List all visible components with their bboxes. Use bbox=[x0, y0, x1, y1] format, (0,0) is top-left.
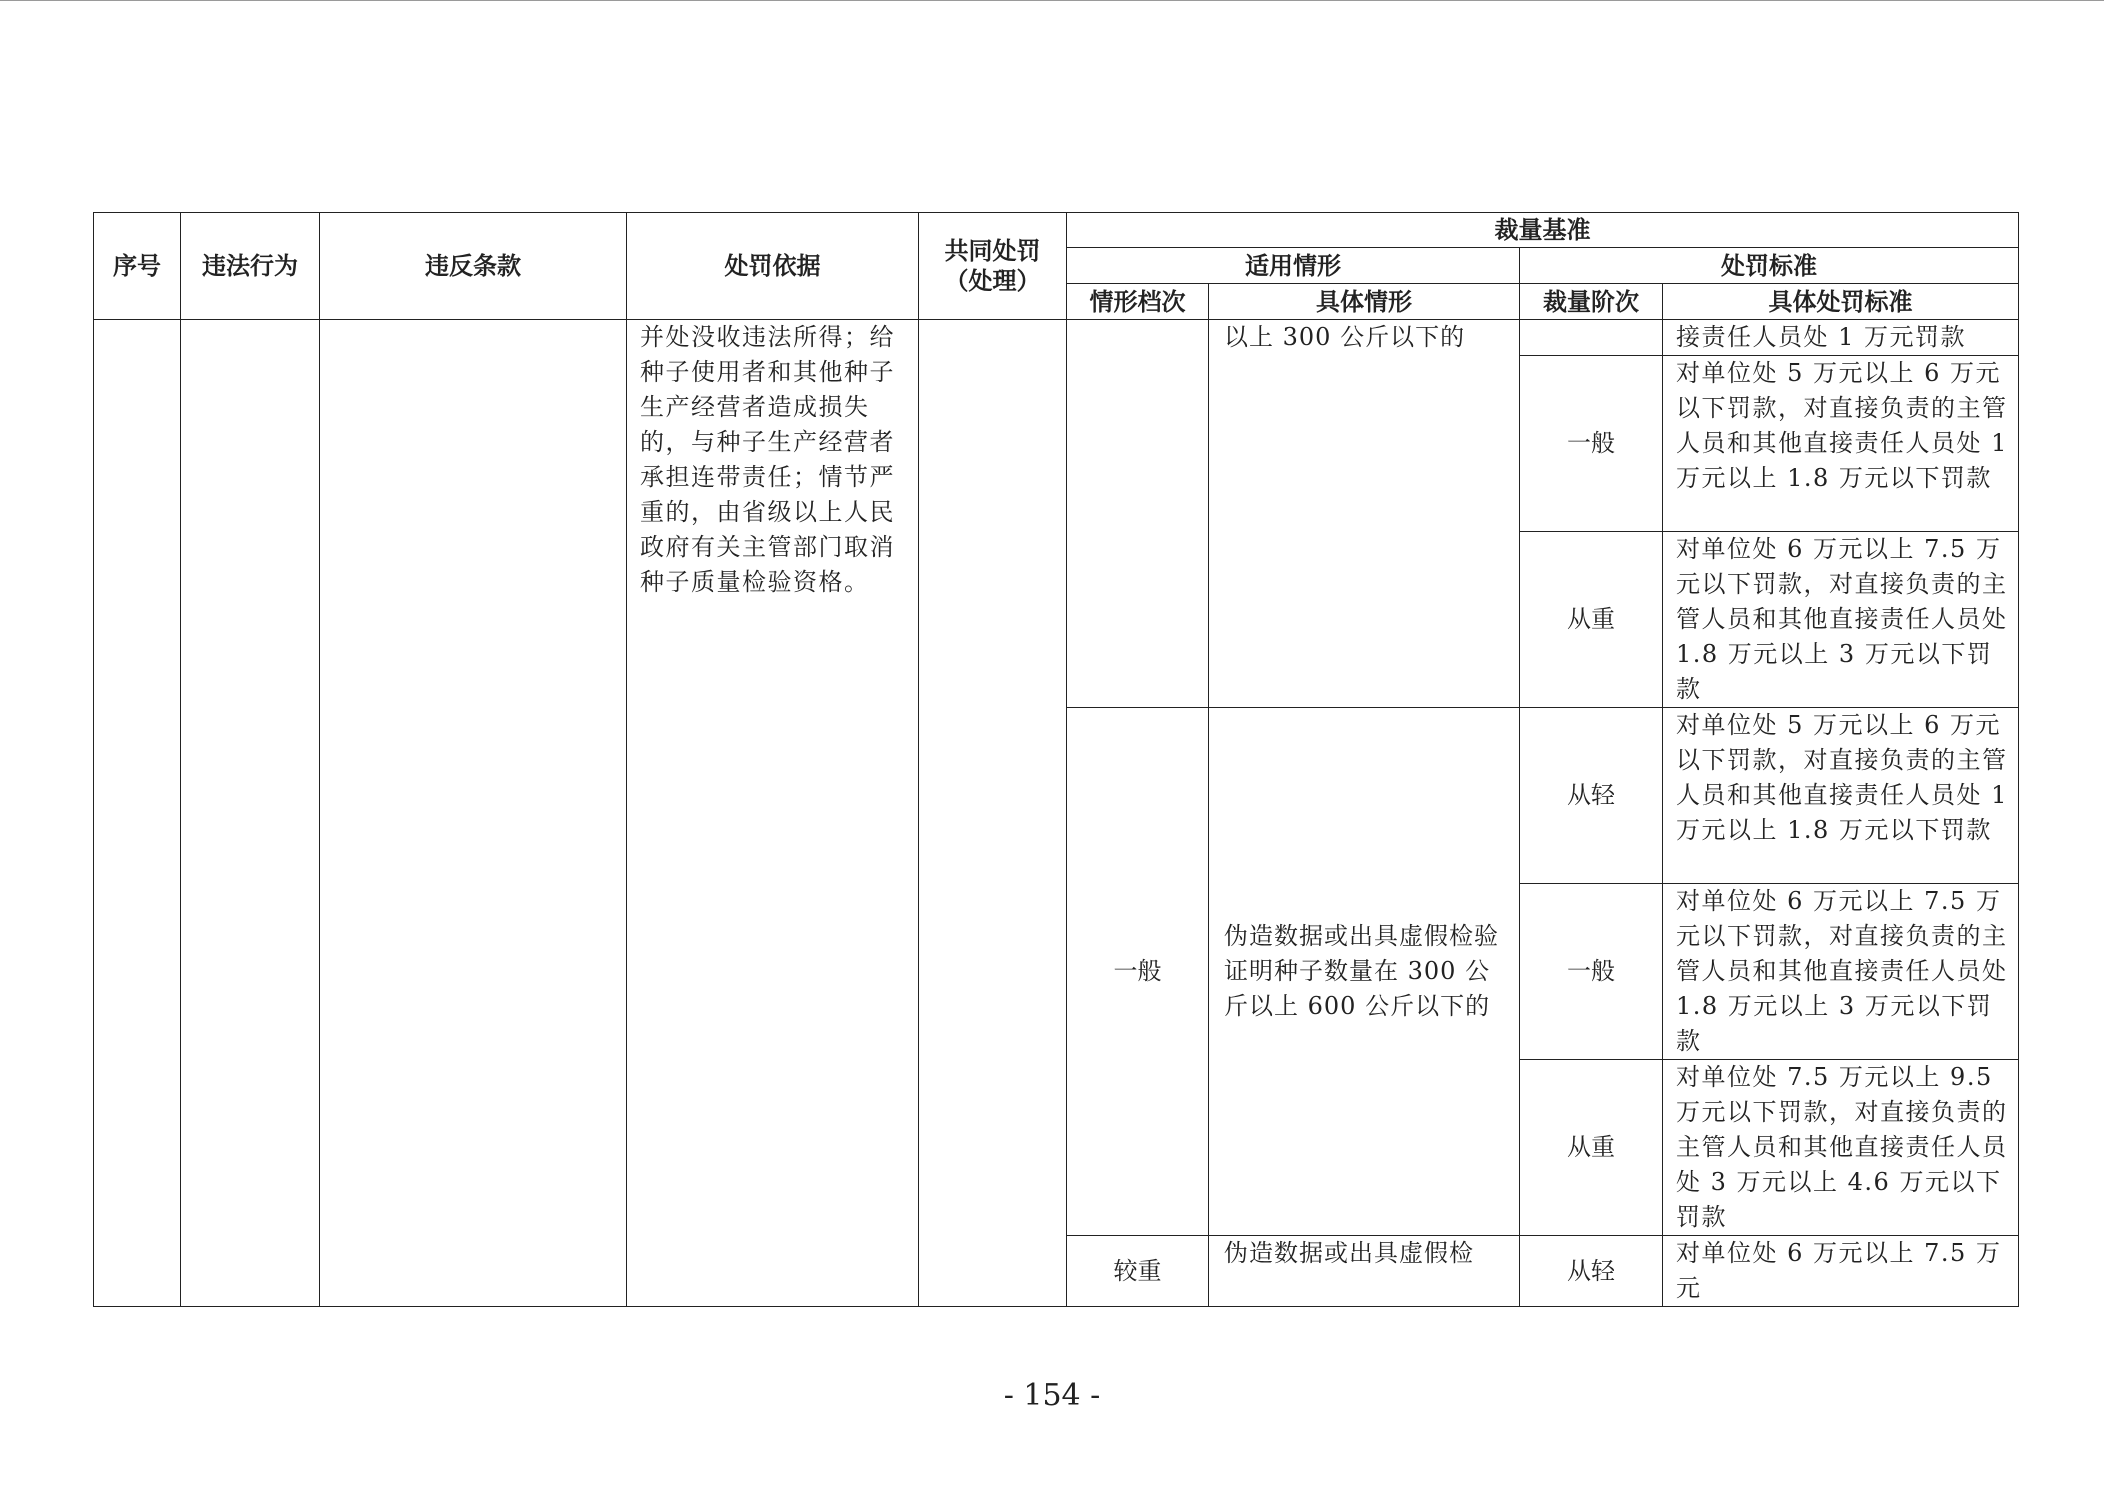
penalty-discretion-table bbox=[93, 212, 2019, 1307]
header-joint bbox=[919, 213, 1067, 320]
header-basis: 处罚依据 bbox=[627, 213, 919, 320]
header-clause: 违反条款 bbox=[320, 213, 627, 320]
cell-tier: 一般 bbox=[1067, 708, 1209, 1236]
cell-situation: 伪造数据或出具虚假检验证明种子数量在 300 公斤以上 600 公斤以下的 bbox=[1209, 708, 1520, 1236]
cell-standard: 接责任人员处 1 万元罚款 bbox=[1663, 320, 2019, 356]
header-benchmark: 裁量基准 bbox=[1067, 213, 2019, 248]
cell-level: 一般 bbox=[1520, 356, 1663, 532]
cell-tier bbox=[1067, 320, 1209, 708]
cell-level: 一般 bbox=[1520, 884, 1663, 1060]
header-specific-std: 具体处罚标准 bbox=[1663, 284, 2019, 320]
header-joint-line1: 共同处罚 bbox=[944, 237, 1041, 265]
cell-situation: 伪造数据或出具虚假检 bbox=[1209, 1236, 1520, 1307]
cell-tier: 较重 bbox=[1067, 1236, 1209, 1307]
header-seq: 序号 bbox=[94, 213, 181, 320]
header-penalty-std: 处罚标准 bbox=[1520, 248, 2019, 284]
cell-behavior bbox=[181, 320, 320, 1307]
page-number: - 154 - bbox=[1003, 1378, 1101, 1413]
header-joint-line2: （处理） bbox=[944, 267, 1041, 295]
cell-basis: 并处没收违法所得；给种子使用者和其他种子生产经营者造成损失的，与种子生产经营者承担连带责任；情节严重的，由省级以上人民政府有关主管部门取消种子质量检验资格。 bbox=[627, 320, 919, 1307]
cell-joint bbox=[919, 320, 1067, 1307]
table-body bbox=[94, 320, 2019, 1307]
cell-standard: 对单位处 6 万元以上 7.5 万元 bbox=[1663, 1236, 2019, 1307]
cell-standard: 对单位处 6 万元以上 7.5 万元以下罚款，对直接负责的主管人员和其他直接责任人员处 1.8 万元以上 3 万元以下罚款 bbox=[1663, 532, 2019, 708]
table-row bbox=[94, 320, 2019, 356]
cell-standard: 对单位处 6 万元以上 7.5 万元以下罚款，对直接负责的主管人员和其他直接责任人员处 1.8 万元以上 3 万元以下罚款 bbox=[1663, 884, 2019, 1060]
cell-level bbox=[1520, 320, 1663, 356]
cell-level: 从轻 bbox=[1520, 708, 1663, 884]
cell-level: 从重 bbox=[1520, 532, 1663, 708]
cell-situation: 以上 300 公斤以下的 bbox=[1209, 320, 1520, 708]
cell-standard: 对单位处 7.5 万元以上 9.5 万元以下罚款，对直接负责的主管人员和其他直接责任人员处 3 万元以上 4.6 万元以下罚款 bbox=[1663, 1060, 2019, 1236]
cell-level: 从轻 bbox=[1520, 1236, 1663, 1307]
cell-standard: 对单位处 5 万元以上 6 万元以下罚款，对直接负责的主管人员和其他直接责任人员处 1 万元以上 1.8 万元以下罚款 bbox=[1663, 356, 2019, 532]
top-border-line bbox=[0, 0, 2104, 1]
header-applicable: 适用情形 bbox=[1067, 248, 1520, 284]
cell-standard: 对单位处 5 万元以上 6 万元以下罚款，对直接负责的主管人员和其他直接责任人员处 1 万元以上 1.8 万元以下罚款 bbox=[1663, 708, 2019, 884]
header-situation: 具体情形 bbox=[1209, 284, 1520, 320]
cell-clause bbox=[320, 320, 627, 1307]
header-behavior: 违法行为 bbox=[181, 213, 320, 320]
cell-seq bbox=[94, 320, 181, 1307]
table-header bbox=[94, 213, 2019, 320]
header-level: 裁量阶次 bbox=[1520, 284, 1663, 320]
header-tier: 情形档次 bbox=[1067, 284, 1209, 320]
cell-level: 从重 bbox=[1520, 1060, 1663, 1236]
